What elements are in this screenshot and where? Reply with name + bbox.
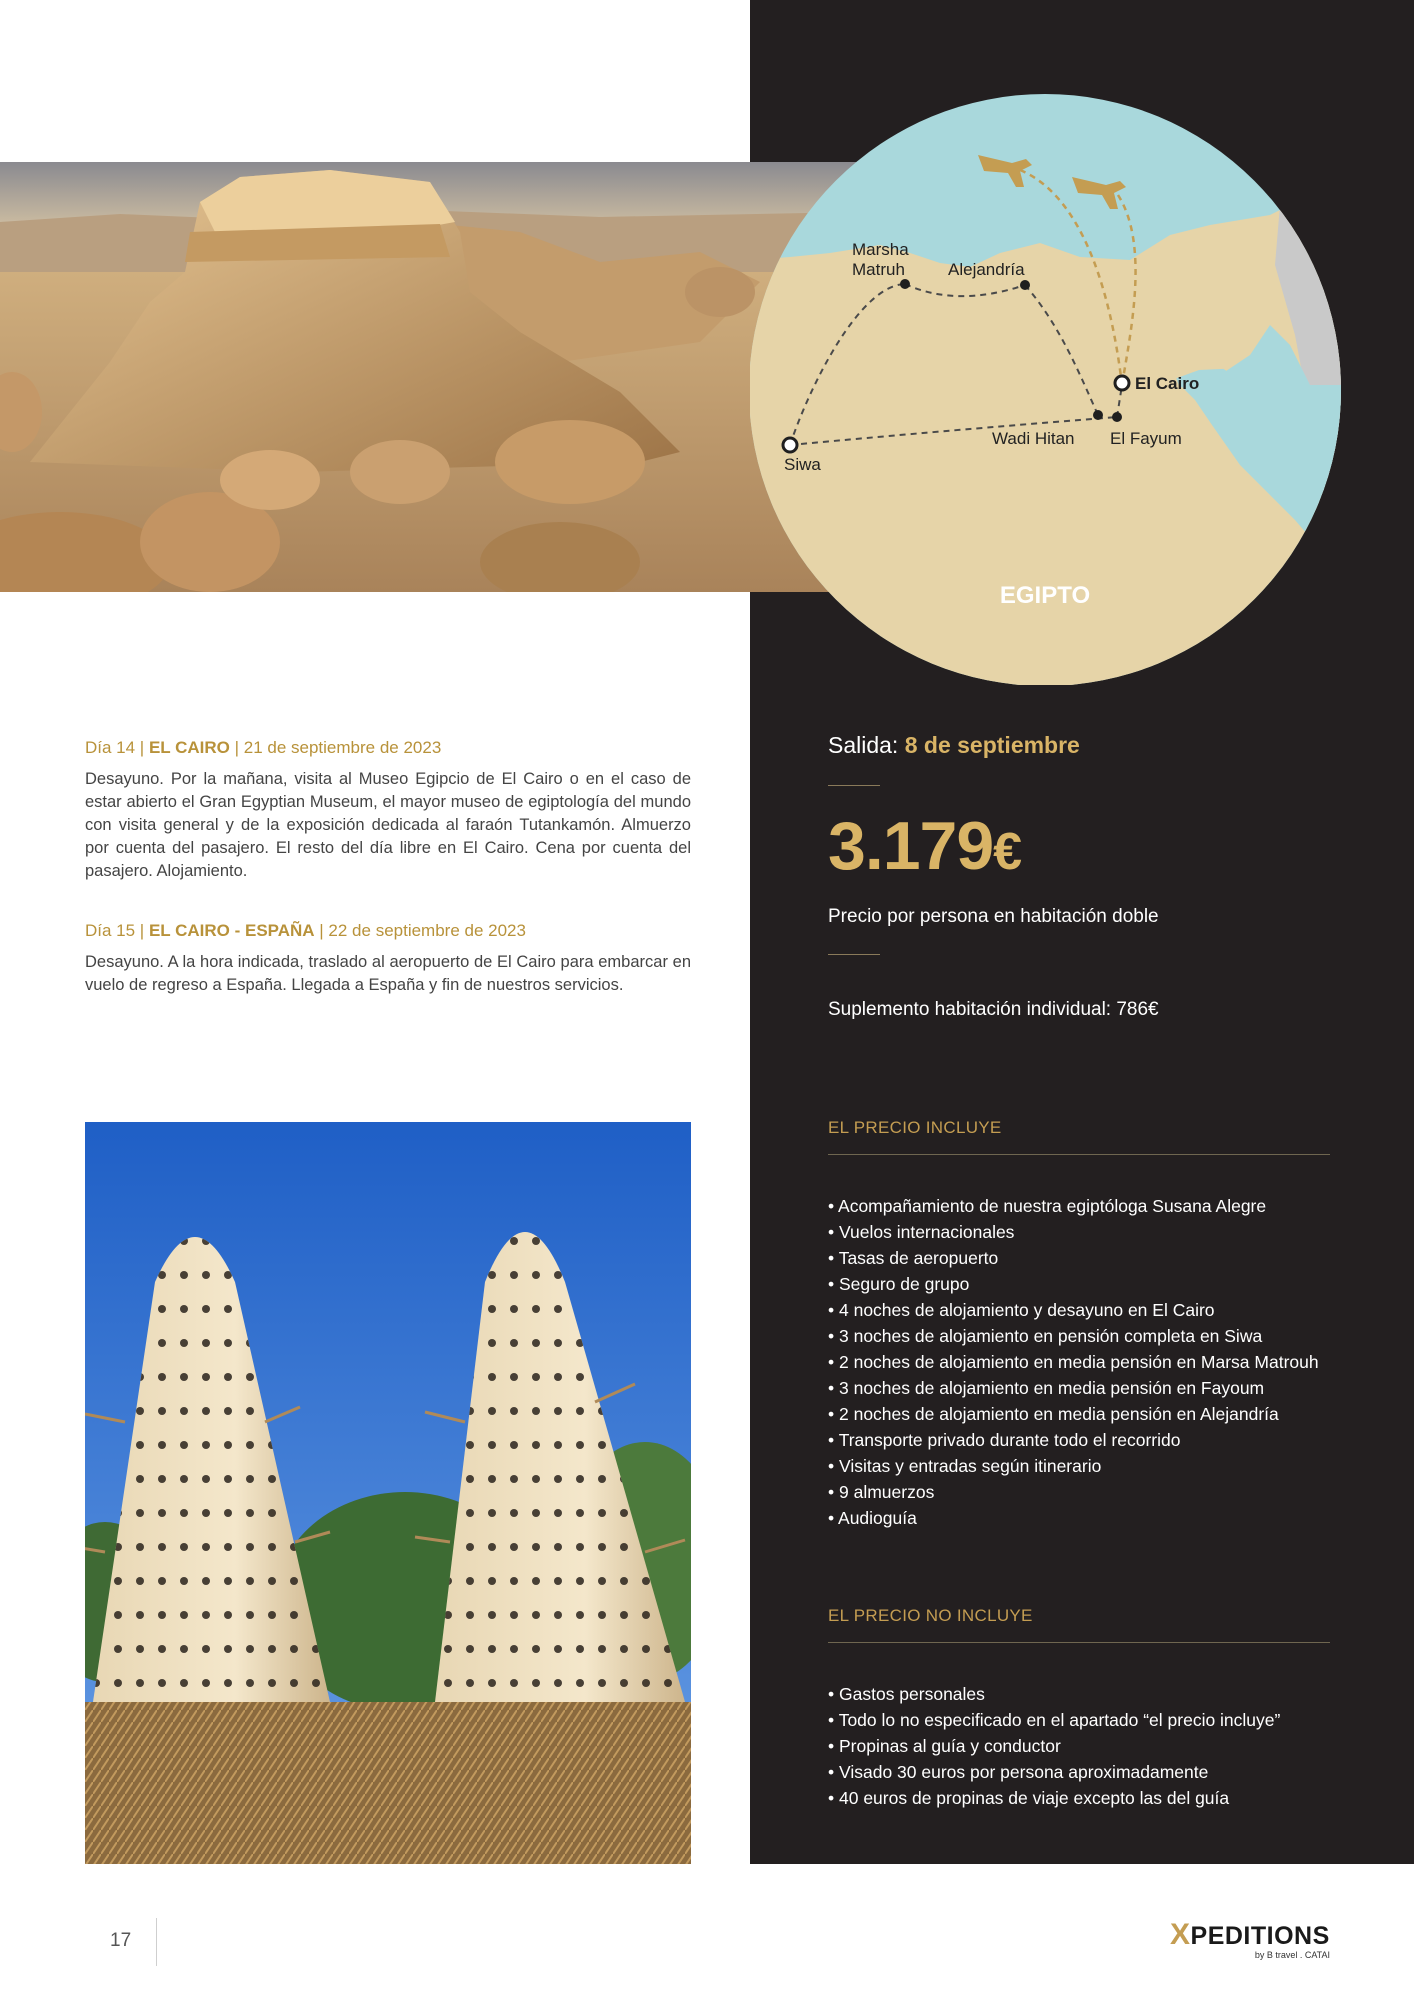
list-item: • 3 noches de alojamiento en pensión completa en Siwa — [828, 1323, 1330, 1349]
itinerary-day-15 — [85, 921, 691, 997]
list-item: • 2 noches de alojamiento en media pensión en Alejandría — [828, 1401, 1330, 1427]
map-label-matruh: Matruh — [852, 260, 905, 279]
map-country-label: EGIPTO — [999, 582, 1091, 609]
list-item: • Tasas de aeropuerto — [828, 1245, 1330, 1271]
divider — [828, 1642, 1330, 1643]
list-item: • Visitas y entradas según itinerario — [828, 1453, 1330, 1479]
map-label-alejandria: Alejandría — [948, 260, 1025, 279]
list-item: • Seguro de grupo — [828, 1271, 1330, 1297]
route-map — [750, 85, 1350, 685]
list-item: • Propinas al guía y conductor — [828, 1733, 1330, 1759]
day-description: Desayuno. Por la mañana, visita al Museo Egipcio de El Cairo o en el caso de estar abierto el Gran Egyptian Museum, el mayor museo de egiptología del mundo con visita general y de la exposición dedicada al faraón Tutankamón. Almuerzo por cuenta del pasajero. El resto del día libre en El Cairo. Cena por cuenta del pasajero. Alojamiento. — [85, 770, 691, 880]
departure-date: Salida: 8 de septiembre — [828, 732, 1080, 758]
includes-list — [828, 1193, 1330, 1531]
divider — [828, 1154, 1330, 1155]
single-supplement: Suplemento habitación individual: 786€ — [828, 999, 1159, 1020]
list-item: • Todo lo no especificado en el apartado “el precio incluye” — [828, 1707, 1330, 1733]
day-heading: Día 15 | EL CAIRO - ESPAÑA | 22 de septiembre de 2023 — [85, 921, 526, 940]
map-label-el-fayum: El Fayum — [1110, 429, 1182, 448]
list-item: • Vuelos internacionales — [828, 1219, 1330, 1245]
list-item: • Transporte privado durante todo el recorrido — [828, 1427, 1330, 1453]
list-item: • Audioguía — [828, 1505, 1330, 1531]
map-label-wadi-hitan: Wadi Hitan — [992, 429, 1075, 448]
list-item: • Visado 30 euros por persona aproximadamente — [828, 1759, 1330, 1785]
dovecote-photo — [85, 1122, 691, 1864]
includes-heading: EL PRECIO INCLUYE — [828, 1118, 1330, 1155]
price-amount: 3.179€ — [828, 808, 1022, 884]
list-item: • 2 noches de alojamiento en media pensión en Marsa Matrouh — [828, 1349, 1330, 1375]
page-number: 17 — [110, 1930, 132, 1951]
list-item: • 9 almuerzos — [828, 1479, 1330, 1505]
list-item: • 40 euros de propinas de viaje excepto las del guía — [828, 1785, 1330, 1811]
map-label-siwa: Siwa — [784, 455, 821, 474]
excludes-list — [828, 1681, 1330, 1811]
itinerary-day-14 — [85, 738, 691, 883]
list-item: • 3 noches de alojamiento en media pensión en Fayoum — [828, 1375, 1330, 1401]
divider — [828, 954, 880, 955]
list-item: • Gastos personales — [828, 1681, 1330, 1707]
map-label-marsha: Marsha — [852, 240, 909, 259]
price-note: Precio por persona en habitación doble — [828, 906, 1159, 927]
map-label-el-cairo: El Cairo — [1135, 374, 1200, 393]
footer-divider — [156, 1918, 157, 1966]
day-heading: Día 14 | EL CAIRO | 21 de septiembre de 2023 — [85, 738, 442, 757]
list-item: • Acompañamiento de nuestra egiptóloga Susana Alegre — [828, 1193, 1330, 1219]
price-block — [828, 732, 1328, 1021]
desert-photo — [0, 162, 860, 592]
list-item: • 4 noches de alojamiento y desayuno en El Cairo — [828, 1297, 1330, 1323]
divider — [828, 785, 880, 786]
day-description: Desayuno. A la hora indicada, traslado al aeropuerto de El Cairo para embarcar en vuelo de regreso a España. Llegada a España y fin de nuestros servicios. — [85, 953, 691, 994]
xpeditions-logo: XPEDITIONS by B travel . CATAI — [1170, 1918, 1330, 1960]
excludes-heading: EL PRECIO NO INCLUYE — [828, 1606, 1330, 1643]
